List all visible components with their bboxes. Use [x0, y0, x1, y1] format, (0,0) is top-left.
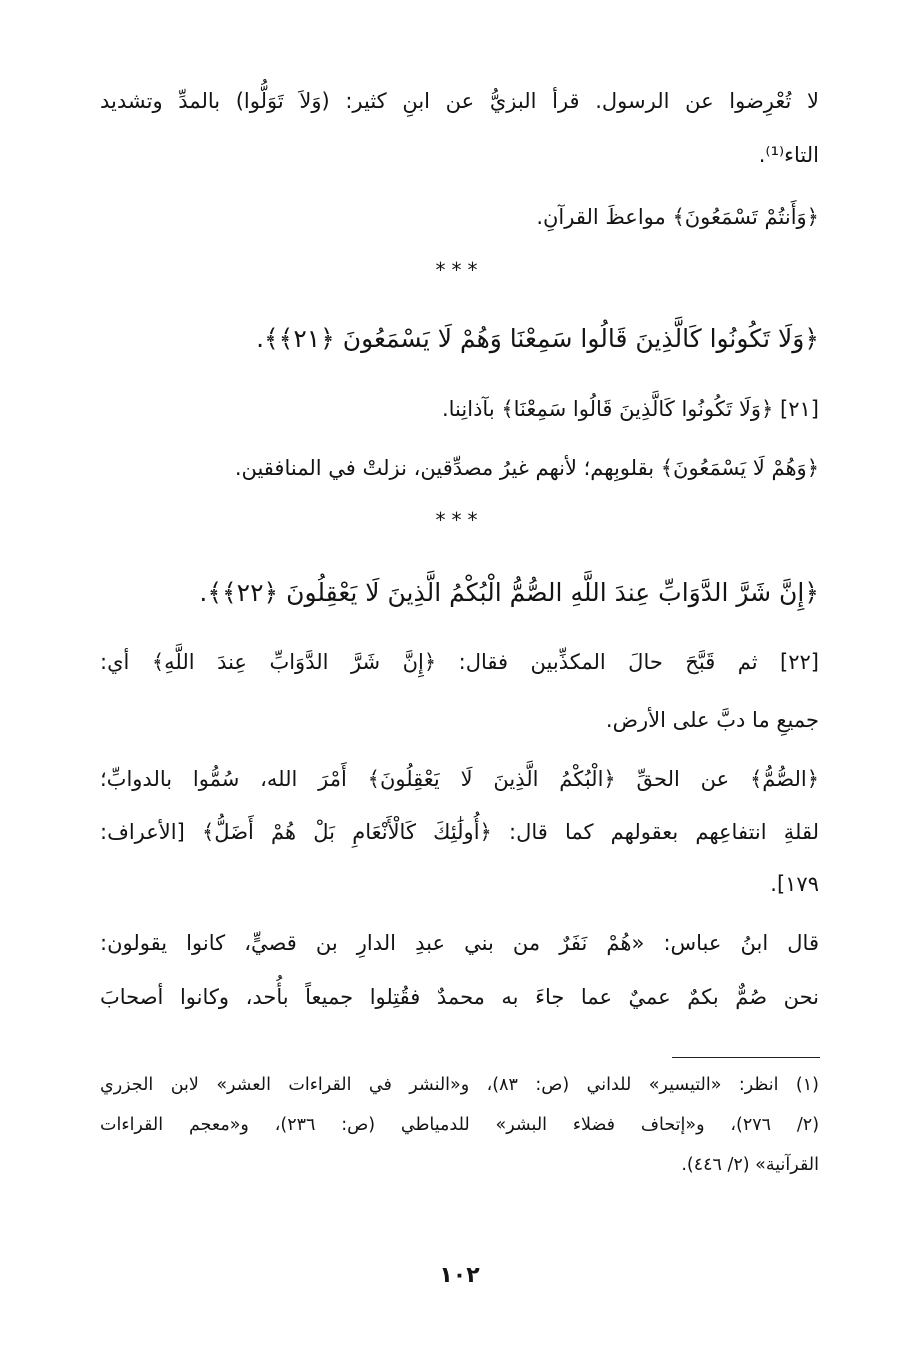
commentary-line: ١٧٩]. [770, 872, 819, 896]
section-separator: *** [435, 258, 484, 282]
quran-verse-22: ﴿إِنَّ شَرَّ الدَّوَابِّ عِندَ اللَّهِ الصُّمُّ الْبُكْمُ الَّذِينَ لَا يَعْقِلُونَ ﴿٢٢﴾﴾. [199, 578, 819, 607]
commentary-line: [٢٢] ثم قَبَّحَ حالَ المكذِّبين فقال: ﴿إِنَّ شَرَّ الدَّوَابِّ عِندَ اللَّهِ﴾ أي: [100, 650, 819, 674]
section-separator: *** [435, 508, 484, 532]
footnote-divider [672, 1057, 820, 1058]
commentary-line: ﴿وَهُمْ لَا يَسْمَعُونَ﴾ بقلوبِهم؛ لأنهم غيرُ مصدِّقين، نزلتْ في المنافقين. [234, 456, 819, 480]
footnote-line: (٢/ ٢٧٦)، و«إتحاف فضلاء البشر» للدمياطي (ص: ٢٣٦)، و«معجم القراءات [100, 1115, 820, 1135]
commentary-line: جميعِ ما دبَّ على الأرض. [605, 708, 819, 732]
text-line: ﴿وَأَنتُمْ تَسْمَعُونَ﴾ مواعظَ القرآنِ. [536, 205, 819, 229]
commentary-line: لقلةِ انتفاعِهم بعقولهم كما قال: ﴿أُولَٰئِكَ كَالْأَنْعَامِ بَلْ هُمْ أَضَلُّ﴾ [الأعراف: [100, 820, 819, 844]
text-line: لا تُعْرِضوا عن الرسول. قرأ البزيُّ عن ابنِ كثير: (وَلاَ تَوَلُّوا) بالمدِّ وتشديد [100, 89, 819, 113]
page-number: ١٠٢ [439, 1263, 480, 1288]
text-line: التاء⁽¹⁾. [758, 143, 819, 167]
quran-verse-21: ﴿وَلَا تَكُونُوا كَالَّذِينَ قَالُوا سَمِعْنَا وَهُمْ لَا يَسْمَعُونَ ﴿٢١﴾﴾. [256, 324, 819, 353]
commentary-line: نحن صُمٌّ بكمٌ عميٌ عما جاءَ به محمدٌ فقُتِلوا جميعاً بأُحد، وكانوا أصحابَ [100, 985, 819, 1009]
footnote-line: القرآنية» (٢/ ٤٤٦). [681, 1155, 819, 1175]
commentary-line: قال ابنُ عباس: «هُمْ نَفَرٌ من بني عبدِ الدارِ بن قصيٍّ، كانوا يقولون: [100, 931, 819, 955]
commentary-line: ﴿الصُّمُّ﴾ عن الحقِّ ﴿الْبُكْمُ الَّذِينَ لَا يَعْقِلُونَ﴾ أَمْرَ الله، سُمُّوا بالدوابِّ؛ [100, 767, 819, 791]
footnote-line: (١) انظر: «التيسير» للداني (ص: ٨٣)، و«النشر في القراءات العشر» لابن الجزري [100, 1075, 819, 1095]
commentary-line: [٢١] ﴿وَلَا تَكُونُوا كَالَّذِينَ قَالُوا سَمِعْنَا﴾ بآذانِنا. [441, 397, 819, 421]
